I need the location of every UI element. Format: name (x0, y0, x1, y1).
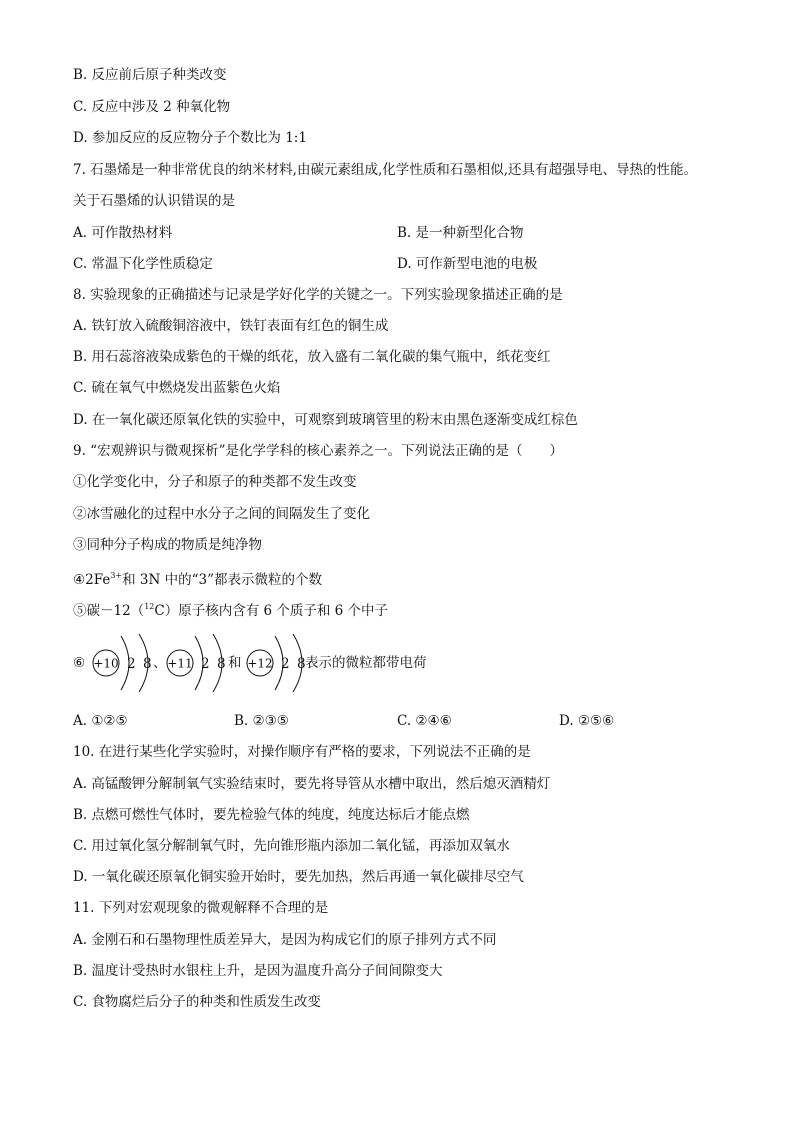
q9-option-c: C. ②④⑥ (397, 713, 452, 729)
q9-s5-suffix: C）原子核内含有 6 个质子和 6 个中子 (154, 603, 389, 619)
q9-s6-tail: 表示的微粒都带电荷 (305, 655, 427, 671)
atom-2-shell-2: 8 (217, 656, 226, 672)
q9-option-b: B. ②③⑤ (234, 713, 289, 729)
atom-1-shell-2: 8 (143, 656, 152, 672)
q9-s4-superscript: 3+ (110, 571, 123, 580)
q11-stem: 11. 下列对宏观现象的微观解释不合理的是 (73, 900, 329, 916)
q10-stem: 10. 在进行某些化学实验时，对操作顺序有严格的要求，下列说法不正确的是 (73, 744, 531, 760)
atom-diagram-2 (167, 634, 226, 692)
atom-3-shell-2: 8 (297, 656, 306, 672)
q9-statement-1: ①化学变化中，分子和原子的种类都不发生改变 (73, 474, 357, 490)
q9-s4-prefix: ④2Fe (73, 572, 111, 588)
q9-statement-3: ③同种分子构成的物质是纯净物 (73, 537, 262, 553)
q10-option-d: D. 一氧化碳还原氧化铜实验开始时，要先加热，然后再通一氧化碳排尽空气 (73, 869, 524, 885)
q9-statement-6 (73, 630, 633, 696)
atom-2-nucleus: +11 (167, 656, 193, 671)
q10-option-a: A. 高锰酸钾分解制氧气实验结束时，要先将导管从水槽中取出，然后熄灭酒精灯 (73, 776, 551, 792)
atom-2-shell-1: 2 (201, 656, 210, 672)
q9-s6-separator-1: 、 (153, 655, 167, 671)
q9-statement-5 (73, 598, 388, 620)
q6-option-b: B. 反应前后原子种类改变 (73, 67, 227, 83)
q8-option-a: A. 铁钉放入硫酸铜溶液中，铁钉表面有红色的铜生成 (73, 318, 389, 334)
atom-1-shell-1: 2 (127, 656, 136, 672)
q8-stem: 8. 实验现象的正确描述与记录是学好化学的关键之一。下列实验现象描述正确的是 (73, 287, 563, 303)
q9-statement-2: ②冰雪融化的过程中水分子之间的间隔发生了变化 (73, 506, 370, 522)
q7-stem: 7. 石墨烯是一种非常优良的纳米材料,由碳元素组成,化学性质和石墨相似,还具有超强导电、导热的性能。 (73, 162, 698, 178)
q7-stem-continued: 关于石墨烯的认识错误的是 (73, 193, 235, 209)
q9-s4-suffix: 和 3N 中的“3”都表示微粒的个数 (122, 572, 322, 588)
q9-s5-prefix: ⑤碳－12（ (73, 603, 145, 619)
q11-option-b: B. 温度计受热时水银柱上升，是因为温度升高分子间间隙变大 (73, 963, 443, 979)
q8-option-b: B. 用石蕊溶液染成紫色的干燥的纸花，放入盛有二氧化碳的集气瓶中，纸花变红 (73, 349, 551, 365)
q8-option-d: D. 在一氧化碳还原氧化铁的实验中，可观察到玻璃管里的粉末由黑色逐渐变成红棕色 (73, 412, 578, 428)
q9-stem: 9. “宏观辨识与微观探析”是化学学科的核心素养之一。下列说法正确的是（ ） (73, 443, 563, 459)
q7-option-a: A. 可作散热材料 (73, 225, 173, 241)
q9-option-a: A. ①②⑤ (73, 713, 128, 729)
q9-s6-separator-2: 和 (228, 655, 242, 671)
q6-option-c: C. 反应中涉及 2 种氧化物 (73, 99, 231, 115)
q9-option-d: D. ②⑤⑥ (559, 713, 615, 729)
atom-diagram-1 (93, 634, 152, 692)
q7-option-b: B. 是一种新型化合物 (397, 225, 524, 241)
atom-structure-diagrams (73, 630, 633, 696)
atom-diagram-3 (247, 634, 306, 692)
q8-option-c: C. 硫在氧气中燃烧发出蓝紫色火焰 (73, 380, 281, 396)
q11-option-a: A. 金刚石和石墨物理性质差异大，是因为构成它们的原子排列方式不同 (73, 932, 497, 948)
q7-option-c: C. 常温下化学性质稳定 (73, 256, 213, 272)
q6-option-d: D. 参加反应的反应物分子个数比为 1:1 (73, 130, 307, 146)
q9-s5-superscript: 12 (144, 602, 155, 611)
q11-option-c: C. 食物腐烂后分子的种类和性质发生改变 (73, 994, 321, 1010)
q7-option-d: D. 可作新型电池的电极 (397, 256, 538, 272)
atom-3-nucleus: +12 (247, 656, 273, 671)
q9-s6-label: ⑥ (73, 655, 86, 671)
q9-statement-4 (73, 567, 322, 589)
q10-option-c: C. 用过氧化氢分解制氧气时，先向锥形瓶内添加二氧化锰，再添加双氧水 (73, 838, 510, 854)
atom-3-shell-1: 2 (281, 656, 290, 672)
q10-option-b: B. 点燃可燃性气体时，要先检验气体的纯度，纯度达标后才能点燃 (73, 807, 470, 823)
atom-1-nucleus: +10 (93, 656, 119, 671)
